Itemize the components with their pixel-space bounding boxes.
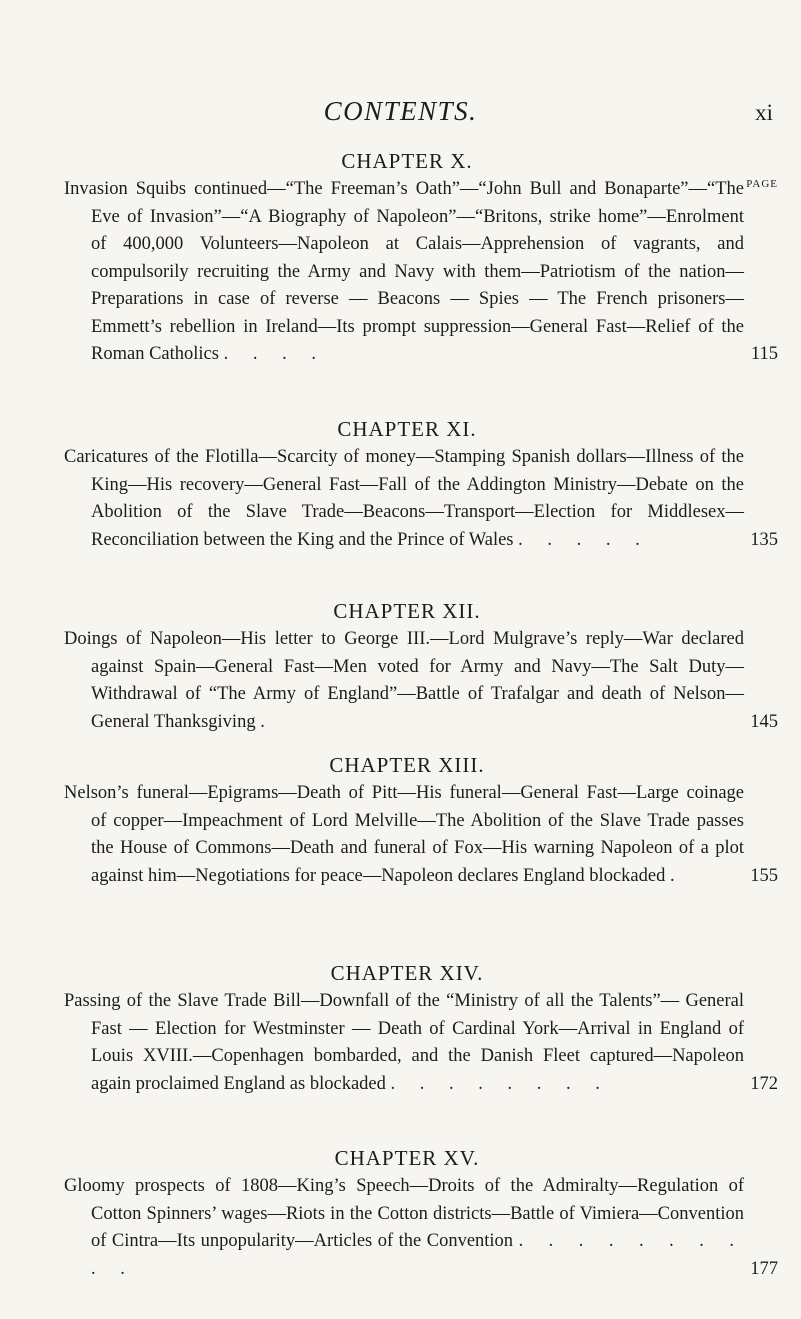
chapter-summary [64, 626, 778, 736]
leader-dots: . [260, 711, 275, 732]
running-head [0, 96, 801, 136]
chapter-title: CHAPTER XIV. [330, 961, 484, 985]
chapter-title: CHAPTER XII. [333, 599, 481, 623]
chapter-summary [64, 780, 778, 890]
chapter-title: CHAPTER XV. [334, 1146, 480, 1170]
summary-text: Invasion Squibs continued—“The Freeman’s Oath”—“John Bull and Bonaparte”—“The Eve of Invasion”—“A Biography of Napoleon”—“Britons, strike home”—Enrolment of 400,000 Volunteers—Napoleon at Calais—Apprehension of vagrants, and compulsorily recruiting the Army and Navy with them—Patriotism of the nation—Preparations in case of reverse — Beacons — Spies — The French prisoners—Emmett’s rebellion in Ireland—Its prompt suppression—General Fast—Relief of the Roman Catholics [64, 179, 744, 364]
summary-text: Doings of Napoleon—His letter to George III.—Lord Mulgrave’s reply—War declared against Spain—General Fast—Men voted for Army and Navy—The Salt Duty—Withdrawal of “The Army of England”—Battle of Trafalgar and death of Nelson—General Thanksgiving [64, 629, 744, 732]
chapter-xiv [64, 958, 778, 1098]
page-folio: xi [755, 100, 773, 125]
page-number: 135 [750, 529, 778, 550]
chapter-summary [64, 176, 778, 369]
chapter-summary [64, 444, 778, 554]
summary-text: Gloomy prospects of 1808—King’s Speech—Droits of the Admiralty—Regulation of Cotton Spinners’ wages—Riots in the Cotton districts—Battle of Vimiera—Convention of Cintra—Its unpopularity—Articles of the Convention [64, 1176, 744, 1251]
chapter-xi [64, 414, 778, 554]
chapter-summary [64, 1173, 778, 1283]
page-number: 115 [750, 344, 778, 364]
page-column-label: PAGE [746, 178, 778, 190]
leader-dots: . . . . [223, 344, 326, 364]
chapter-summary [64, 988, 778, 1098]
page-number: 145 [750, 711, 778, 732]
page-number: 177 [750, 1258, 778, 1279]
leader-dots: . . . . . . . . [390, 1073, 610, 1094]
page-number: 155 [750, 865, 778, 886]
leader-dots: . [669, 865, 685, 886]
summary-text: Caricatures of the Flotilla—Scarcity of money—Stamping Spanish dollars—Illness of the King—His recovery—General Fast—Fall of the Addington Ministry—Debate on the Abolition of the Slave Trade—Beacons—Transport—Election for Middlesex—Reconciliation between the King and the Prince of Wales [64, 447, 744, 550]
chapter-xv [64, 1143, 778, 1283]
chapter-x [64, 146, 778, 369]
page-number: 172 [750, 1073, 778, 1094]
summary-text: Passing of the Slave Trade Bill—Downfall of the “Ministry of all the Talents”— General Fast — Election for Westminster — Death of Cardinal York—Arrival in England of Louis XVIII.—Copenhagen bombarded, and the Danish Fleet captured—Napoleon again proclaimed England as blockaded [64, 991, 744, 1094]
chapter-title: CHAPTER X. [341, 149, 473, 173]
chapter-xiii [64, 750, 778, 890]
chapter-xii [64, 596, 778, 736]
chapter-title: CHAPTER XI. [337, 417, 477, 441]
chapter-title: CHAPTER XIII. [329, 753, 485, 777]
running-title: CONTENTS. [323, 96, 478, 126]
leader-dots: . . . . . [518, 529, 650, 550]
leader-dots: . . . . . . . . . . [91, 1231, 745, 1279]
summary-text: Nelson’s funeral—Epigrams—Death of Pitt—His funeral—General Fast—Large coinage of copper—Impeachment of Lord Melville—The Abolition of the Slave Trade passes the House of Commons—Death and funeral of Fox—His warning Napoleon of a plot against him—Negotiations for peace—Napoleon declares England blockaded [64, 783, 744, 886]
